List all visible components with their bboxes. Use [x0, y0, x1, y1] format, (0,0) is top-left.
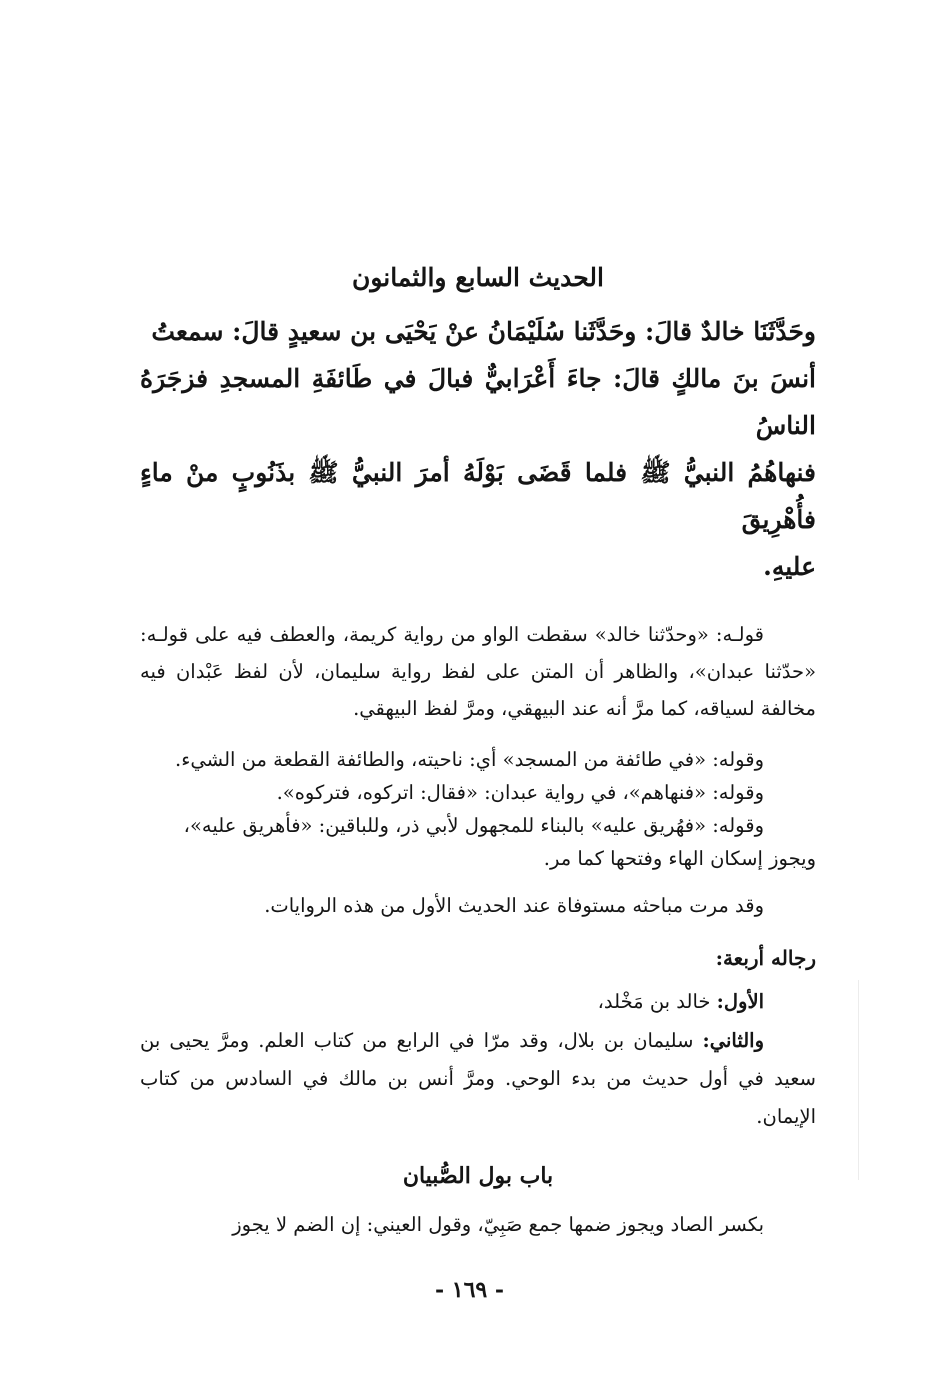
- commentary-paragraph: قولـه: «وحدّثنا خالد» سقطت الواو من رواية كريمة، والعطف فيه على قولـه: «حدّثنا عبدان»، والظاهر أن المتن على لفظ رواية سليمان، لأن لفظ عَبْدان فيه مخالفة لسياقه، كما مرَّ أنه عند البيهقي، ومرَّ لفظ البيهقي.: [140, 623, 816, 720]
- page-number: - ١٦٩ -: [434, 1277, 505, 1303]
- narrator-second-label: والثاني:: [702, 1029, 764, 1052]
- narrator-second: [140, 1022, 816, 1136]
- note-line: ويجوز إسكان الهاء وفتحها كما مر.: [543, 847, 816, 870]
- hadith-line: وحَدَّثَنَا خالدٌ قالَ: وحَدَّثَنا سُلَيْمَانُ عنْ يَحْيَى بن سعيدٍ قالَ: سمعتُ: [151, 317, 816, 346]
- chapter-title: باب بول الصُّبيان: [402, 1163, 554, 1189]
- closing-note: وقد مرت مباحثه مستوفاة عند الحديث الأول من هذه الروايات.: [264, 894, 764, 917]
- chapter-paragraph: بكسر الصاد ويجوز ضمها جمع صَبِيّ، وقول العيني: إن الضم لا يجوز: [232, 1213, 764, 1236]
- narrator-first-text: خالد بن مَخْلد،: [597, 990, 717, 1013]
- page-body: [140, 258, 816, 1243]
- hadith-line: عليهِ.: [763, 552, 816, 581]
- note-line: وقوله: «في طائفة من المسجد» أي: ناحيته، والطائفة القطعة من الشيء.: [175, 748, 764, 771]
- note-line: وقوله: «فهُريق عليه» بالبناء للمجهول لأبي ذر، وللباقين: «فأهريق عليه»،: [183, 814, 764, 837]
- hadith-heading: الحديث السابع والثمانون: [352, 263, 604, 292]
- note-line: وقوله: «فنهاهم»، في رواية عبدان: «فقال: اتركوه، فتركوه».: [276, 781, 764, 804]
- hadith-text: [140, 308, 816, 590]
- hadith-line: فنهاهُمُ النبيُّ ﷺ فلما قَضَى بَوْلَهُ أمرَ النبيُّ ﷺ بذَنُوبٍ منْ ماءٍ فأُهْرِيقَ: [140, 458, 816, 534]
- narrator-first: [140, 982, 816, 1022]
- narrators-heading: رجاله أربعة:: [715, 946, 816, 970]
- narrator-first-label: الأول:: [716, 990, 764, 1013]
- notes-block: [140, 743, 816, 875]
- narrator-second-text: سليمان بن بلال، وقد مرّا في الرابع من كتاب العلم. ومرَّ يحيى بن سعيد في أول حديث من بدء الوحي. ومرَّ أنس بن مالك في السادس من كتاب الإيمان.: [140, 1029, 816, 1128]
- hadith-line: أنسَ بنَ مالكٍ قالَ: جاءَ أَعْرَابيٌّ فبالَ في طَائفَةِ المسجدِ فزجَرَهُ الناسُ: [140, 364, 816, 440]
- scan-margin-line: [858, 980, 859, 1180]
